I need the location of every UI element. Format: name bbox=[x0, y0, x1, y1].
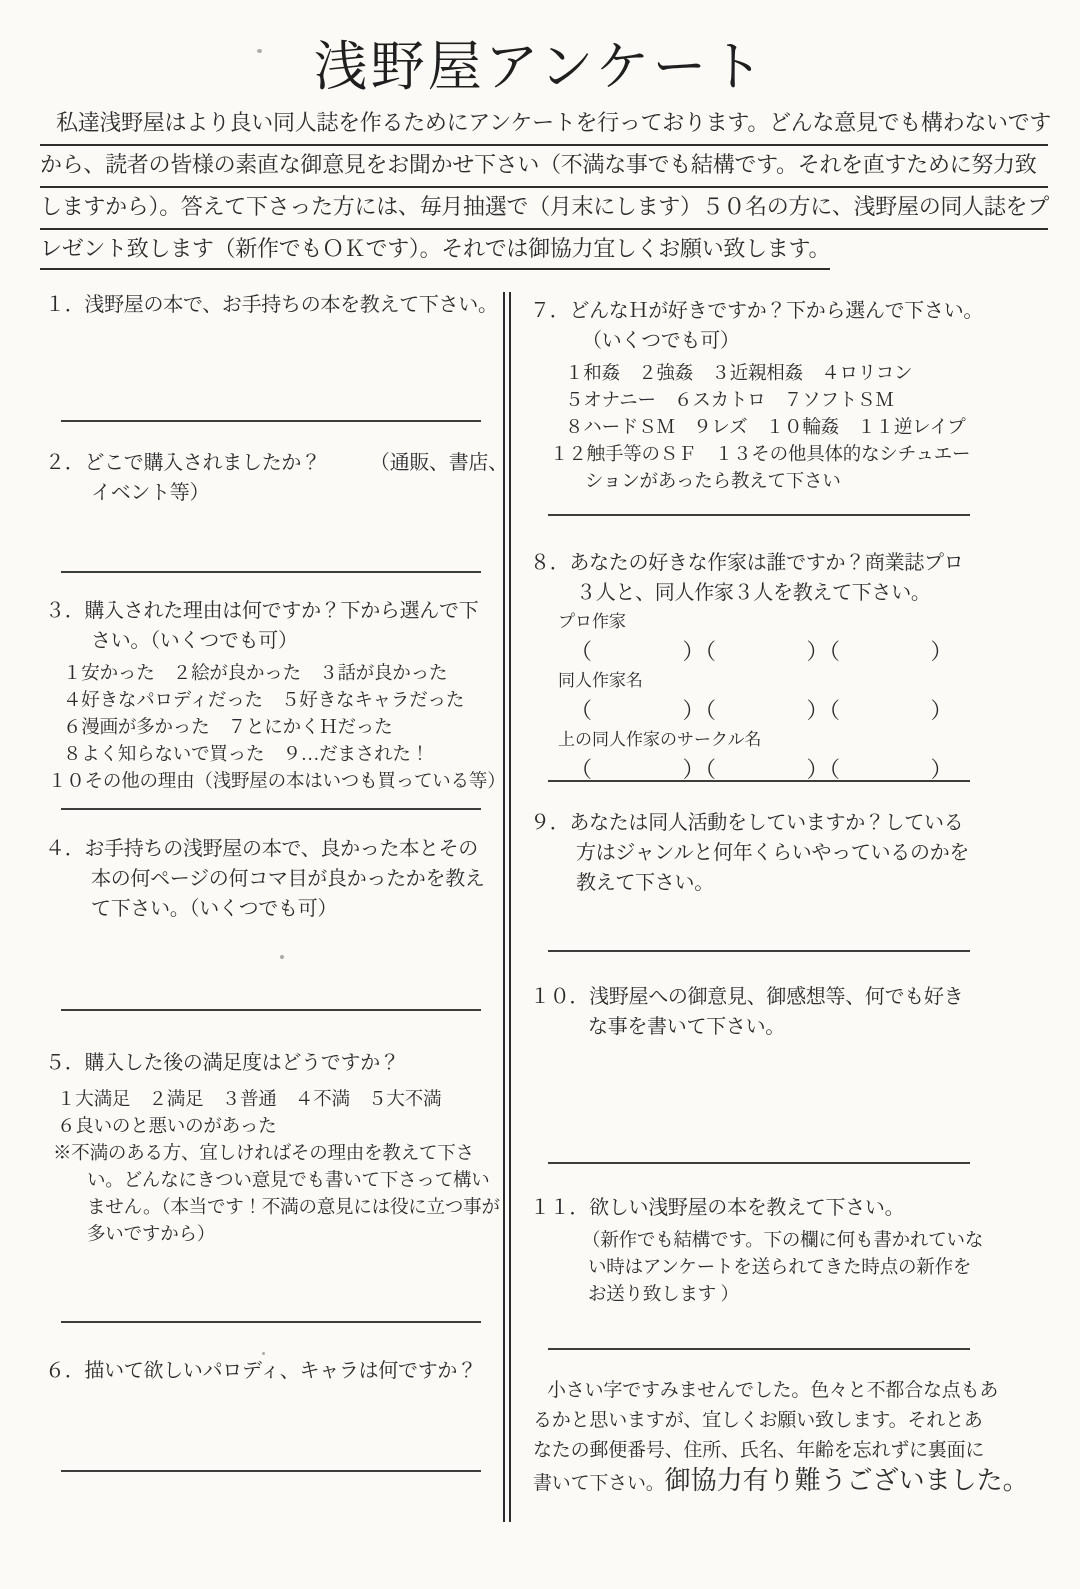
answer-line-q7 bbox=[548, 514, 970, 516]
question-text: 方はジャンルと何年くらいやっているのかを bbox=[576, 842, 970, 864]
answer-line-q8 bbox=[548, 780, 970, 782]
closing-line: 書いて下さい。御協力有り難うございました。 bbox=[533, 1466, 1029, 1495]
option: ションがあったら教えて下さい bbox=[585, 472, 841, 492]
option: ５オナニー ６スカトロ ７ソフトＳＭ bbox=[565, 391, 894, 411]
question-text: ６．描いて欲しいパロディ、キャラは何ですか？ bbox=[45, 1360, 477, 1382]
question-text: イベント等） bbox=[91, 482, 210, 504]
question-text: な事を書いて下さい。 bbox=[588, 1016, 785, 1038]
question-7 bbox=[530, 296, 1005, 496]
question-9 bbox=[530, 808, 1005, 898]
question-text: て下さい。（いくつでも可） bbox=[91, 898, 338, 920]
thank-you-text: 御協力有り難うございました。 bbox=[664, 1466, 1029, 1495]
page-title: 浅野屋アンケート bbox=[313, 37, 767, 97]
answer-line-q4 bbox=[61, 1009, 481, 1011]
column-divider bbox=[503, 292, 511, 1522]
answer-line-q11 bbox=[548, 1348, 970, 1350]
question-10 bbox=[530, 982, 1005, 1042]
answer-line-q9 bbox=[548, 950, 970, 952]
option-note: ません。（本当です！不満の意見には役に立つ事が bbox=[87, 1198, 500, 1218]
note-line: （新作でも結構です。下の欄に何も書かれていな bbox=[582, 1231, 984, 1251]
option-note: い。どんなにきつい意見でも書いて下さって構い bbox=[87, 1171, 490, 1191]
question-6 bbox=[45, 1356, 493, 1386]
intro-line: レゼント致します（新作でもＯＫです）。それでは御協力宜しくお願い致します。 bbox=[40, 230, 1048, 270]
option: １安かった ２絵が良かった ３話が良かった bbox=[63, 664, 448, 684]
question-text: ３．購入された理由は何ですか？下から選んで下 bbox=[45, 600, 479, 622]
answer-line-q5 bbox=[61, 1321, 481, 1323]
question-text: ９．あなたは同人活動をしていますか？している bbox=[530, 812, 964, 834]
intro-line: しますから）。答えて下さった方には、毎月抽選で（月末にします）５０名の方に、浅野屋の同人誌をプ bbox=[40, 188, 1048, 230]
question-text: ７．どんなＨが好きですか？下から選んで下さい。 bbox=[530, 300, 984, 322]
question-text: ４．お手持ちの浅野屋の本で、良かった本とその bbox=[45, 838, 478, 860]
field-label-pro-authors: プロ作家 bbox=[558, 612, 626, 631]
question-text: １．浅野屋の本で、お手持ちの本を教えて下さい。 bbox=[45, 294, 498, 316]
question-3 bbox=[45, 596, 506, 796]
question-text: １１．欲しい浅野屋の本を教えて下さい。 bbox=[530, 1197, 905, 1219]
closing-line: るかと思いますが、宜しくお願い致します。それとあ bbox=[533, 1410, 983, 1431]
option-note: ※不満のある方、宜しければその理由を教えて下さ bbox=[53, 1144, 474, 1164]
write-in-parens: （ ）（ ）（ ） bbox=[570, 639, 954, 664]
closing-note bbox=[533, 1376, 1029, 1499]
answer-line-q1 bbox=[61, 420, 481, 422]
note-line: い時はアンケートを送られてきた時点の新作を bbox=[588, 1258, 972, 1278]
question-text: さい。（いくつでも可） bbox=[91, 630, 298, 652]
question-text: （いくつでも可） bbox=[582, 330, 740, 352]
option: ６良いのと悪いのがあった bbox=[57, 1117, 277, 1137]
field-label-circle-names: 上の同人作家のサークル名 bbox=[558, 730, 762, 749]
right-column bbox=[530, 280, 1029, 1560]
question-text: １０．浅野屋への御意見、御感想等、何でも好き bbox=[530, 986, 964, 1008]
option: １和姦 ２強姦 ３近親相姦 ４ロリコン bbox=[565, 364, 913, 384]
option-list bbox=[45, 661, 506, 796]
option: ８よく知らないで買った ９…だまされた！ bbox=[63, 745, 430, 765]
option-list bbox=[530, 361, 1005, 496]
intro-line: 私達浅野屋はより良い同人誌を作るためにアンケートを行っております。どんな意見でも構わないです bbox=[40, 104, 1048, 146]
question-5 bbox=[45, 1048, 500, 1249]
answer-line-q3 bbox=[61, 808, 481, 810]
field-label-doujin-authors: 同人作家名 bbox=[558, 671, 643, 690]
option: １大満足 ２満足 ３普通 ４不満 ５大不満 bbox=[57, 1090, 442, 1110]
question-text: 本の何ページの何コマ目が良かったかを教え bbox=[91, 868, 485, 890]
write-in-parens: （ ）（ ）（ ） bbox=[570, 698, 954, 723]
question-8 bbox=[530, 548, 1005, 785]
option: １０その他の理由（浅野屋の本はいつも買っている等） bbox=[48, 772, 506, 792]
option-list bbox=[45, 1087, 500, 1249]
closing-line: なたの郵便番号、住所、氏名、年齢を忘れずに裏面に bbox=[533, 1440, 985, 1461]
question-2 bbox=[45, 448, 508, 508]
answer-line-q2 bbox=[61, 571, 481, 573]
question-text: ３人と、同人作家３人を教えて下さい。 bbox=[576, 582, 931, 604]
option: ８ハードＳＭ ９レズ １０輪姦 １１逆レイプ bbox=[565, 418, 966, 438]
question-11 bbox=[530, 1193, 1005, 1309]
question-text: 教えて下さい。 bbox=[576, 872, 714, 894]
write-in-parens: （ ）（ ）（ ） bbox=[570, 757, 954, 782]
answer-line-q10 bbox=[548, 1162, 970, 1164]
question-text: ２．どこで購入されましたか？ （通販、書店、 bbox=[45, 452, 508, 474]
question-text: ８．あなたの好きな作家は誰ですか？商業誌プロ bbox=[530, 552, 964, 574]
question-4 bbox=[45, 834, 493, 924]
option: １２触手等のＳＦ １３その他具体的なシチュエー bbox=[550, 445, 971, 465]
intro-line: から、読者の皆様の素直な御意見をお聞かせ下さい（不満な事でも結構です。それを直すために努力致 bbox=[40, 146, 1048, 188]
note-line: お送り致します ） bbox=[588, 1285, 739, 1305]
question-note bbox=[530, 1228, 1005, 1309]
option: ４好きなパロディだった ５好きなキャラだった bbox=[63, 691, 465, 711]
answer-line-q6 bbox=[61, 1470, 481, 1472]
intro-paragraph bbox=[40, 104, 1052, 270]
option: ６漫画が多かった ７とにかくＨだった bbox=[63, 718, 393, 738]
question-text: ５．購入した後の満足度はどうですか？ bbox=[45, 1052, 400, 1074]
option-note: 多いですから） bbox=[87, 1225, 216, 1245]
question-1 bbox=[45, 290, 498, 320]
closing-line: 小さい字ですみませんでした。色々と不都合な点もあ bbox=[547, 1380, 999, 1401]
left-column bbox=[45, 280, 508, 1530]
